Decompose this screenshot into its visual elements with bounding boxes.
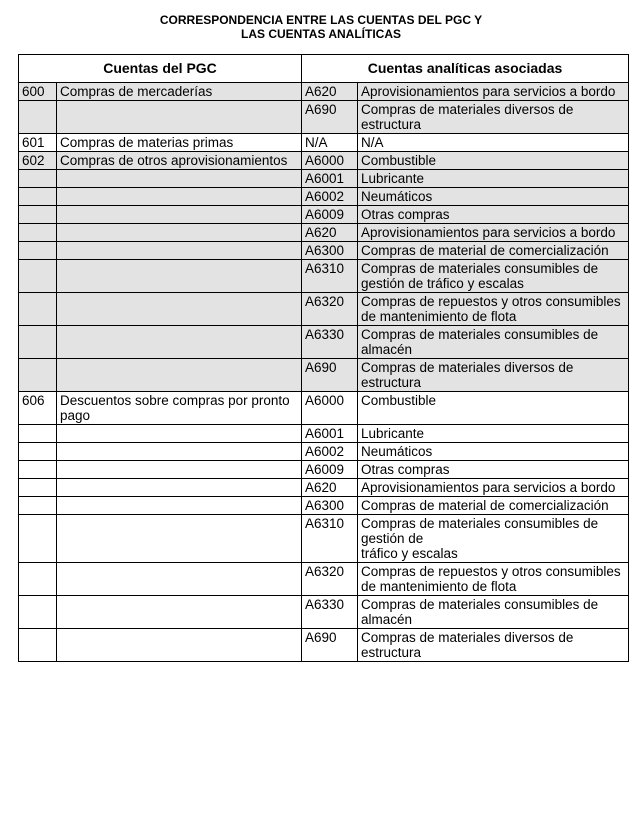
header-pgc-accounts: Cuentas del PGC [19, 55, 302, 83]
pgc-correspondence-table [18, 54, 629, 662]
table-row [19, 188, 629, 206]
pgc-name-cell [57, 497, 302, 515]
table-row [19, 170, 629, 188]
analytic-code-cell: A6000 [302, 152, 358, 170]
analytic-code-cell: A6002 [302, 443, 358, 461]
analytic-code-cell: A6330 [302, 326, 358, 359]
analytic-name-cell: Compras de material de comercialización [358, 242, 629, 260]
pgc-code-cell [19, 101, 57, 134]
analytic-name-cell: Compras de materiales consumibles de gestión de tráfico y escalas [358, 515, 629, 563]
document-title-line-2: LAS CUENTAS ANALÍTICAS [241, 27, 401, 41]
pgc-name-cell [57, 359, 302, 392]
pgc-code-cell [19, 629, 57, 662]
analytic-name-cell: Compras de materiales consumibles de almacén [358, 596, 629, 629]
table-row [19, 425, 629, 443]
analytic-name-cell: Lubricante [358, 425, 629, 443]
pgc-code-cell [19, 170, 57, 188]
analytic-name-cell: Otras compras [358, 461, 629, 479]
pgc-code-cell: 600 [19, 83, 57, 101]
pgc-name-cell [57, 425, 302, 443]
table-row [19, 497, 629, 515]
pgc-name-cell: Compras de mercaderías [57, 83, 302, 101]
analytic-code-cell: A6009 [302, 206, 358, 224]
table-row [19, 293, 629, 326]
pgc-code-cell [19, 443, 57, 461]
analytic-name-cell: N/A [358, 134, 629, 152]
pgc-name-cell [57, 461, 302, 479]
table-row [19, 629, 629, 662]
pgc-code-cell [19, 479, 57, 497]
pgc-name-cell: Compras de otros aprovisionamientos [57, 152, 302, 170]
pgc-name-cell [57, 629, 302, 662]
pgc-name-cell [57, 188, 302, 206]
table-row [19, 326, 629, 359]
pgc-code-cell [19, 359, 57, 392]
pgc-code-cell [19, 596, 57, 629]
pgc-name-cell [57, 101, 302, 134]
analytic-name-cell: Combustible [358, 152, 629, 170]
table-row [19, 224, 629, 242]
pgc-code-cell: 602 [19, 152, 57, 170]
analytic-name-cell: Neumáticos [358, 188, 629, 206]
analytic-name-cell: Compras de materiales diversos de estructura [358, 629, 629, 662]
pgc-name-cell [57, 224, 302, 242]
table-header-row [19, 55, 629, 83]
pgc-name-cell [57, 293, 302, 326]
pgc-code-cell [19, 326, 57, 359]
pgc-name-cell [57, 443, 302, 461]
pgc-code-cell: 606 [19, 392, 57, 425]
analytic-code-cell: A6000 [302, 392, 358, 425]
table-row [19, 443, 629, 461]
pgc-code-cell [19, 224, 57, 242]
document-title-line-1: CORRESPONDENCIA ENTRE LAS CUENTAS DEL PGC Y [159, 13, 483, 27]
pgc-code-cell [19, 563, 57, 596]
table-body [19, 83, 629, 662]
pgc-name-cell [57, 563, 302, 596]
analytic-code-cell: A620 [302, 479, 358, 497]
analytic-name-cell: Compras de repuestos y otros consumibles de mantenimiento de flota [358, 563, 629, 596]
pgc-code-cell [19, 515, 57, 563]
table-row [19, 596, 629, 629]
analytic-name-cell: Compras de materiales diversos de estructura [358, 359, 629, 392]
pgc-name-cell: Compras de materias primas [57, 134, 302, 152]
analytic-name-cell: Compras de repuestos y otros consumibles de mantenimiento de flota [358, 293, 629, 326]
analytic-code-cell: A6300 [302, 242, 358, 260]
analytic-code-cell: A6320 [302, 563, 358, 596]
pgc-code-cell: 601 [19, 134, 57, 152]
analytic-code-cell: A6300 [302, 497, 358, 515]
pgc-name-cell [57, 170, 302, 188]
pgc-name-cell: Descuentos sobre compras por pronto pago [57, 392, 302, 425]
table-row [19, 242, 629, 260]
analytic-code-cell: A6310 [302, 515, 358, 563]
analytic-code-cell: A690 [302, 629, 358, 662]
analytic-name-cell: Aprovisionamientos para servicios a bordo [358, 224, 629, 242]
table-row [19, 260, 629, 293]
analytic-name-cell: Neumáticos [358, 443, 629, 461]
table-row [19, 392, 629, 425]
analytic-code-cell: A6002 [302, 188, 358, 206]
analytic-name-cell: Compras de materiales diversos de estructura [358, 101, 629, 134]
table-row [19, 152, 629, 170]
analytic-code-cell: A6320 [302, 293, 358, 326]
pgc-name-cell [57, 326, 302, 359]
analytic-name-cell: Lubricante [358, 170, 629, 188]
analytic-code-cell: A6001 [302, 425, 358, 443]
analytic-code-cell: A6009 [302, 461, 358, 479]
header-analytic-accounts: Cuentas analíticas asociadas [302, 55, 629, 83]
analytic-name-cell: Otras compras [358, 206, 629, 224]
table-row [19, 101, 629, 134]
pgc-code-cell [19, 293, 57, 326]
pgc-name-cell [57, 260, 302, 293]
pgc-code-cell [19, 188, 57, 206]
pgc-name-cell [57, 242, 302, 260]
pgc-name-cell [57, 515, 302, 563]
table-row [19, 515, 629, 563]
table-row [19, 83, 629, 101]
analytic-code-cell: A6310 [302, 260, 358, 293]
analytic-code-cell: A690 [302, 359, 358, 392]
pgc-name-cell [57, 596, 302, 629]
analytic-code-cell: N/A [302, 134, 358, 152]
table-row [19, 479, 629, 497]
analytic-code-cell: A690 [302, 101, 358, 134]
analytic-name-cell: Aprovisionamientos para servicios a bordo [358, 83, 629, 101]
analytic-name-cell: Aprovisionamientos para servicios a bordo [358, 479, 629, 497]
pgc-name-cell [57, 206, 302, 224]
analytic-code-cell: A6001 [302, 170, 358, 188]
table-row [19, 461, 629, 479]
pgc-code-cell [19, 497, 57, 515]
pgc-code-cell [19, 425, 57, 443]
table-row [19, 563, 629, 596]
table-row [19, 134, 629, 152]
table-row [19, 359, 629, 392]
pgc-code-cell [19, 242, 57, 260]
analytic-name-cell: Compras de materiales consumibles de almacén [358, 326, 629, 359]
analytic-code-cell: A620 [302, 224, 358, 242]
pgc-name-cell [57, 479, 302, 497]
analytic-code-cell: A620 [302, 83, 358, 101]
table-row [19, 206, 629, 224]
pgc-code-cell [19, 461, 57, 479]
analytic-name-cell: Compras de materiales consumibles de gestión de tráfico y escalas [358, 260, 629, 293]
pgc-code-cell [19, 206, 57, 224]
analytic-code-cell: A6330 [302, 596, 358, 629]
pgc-code-cell [19, 260, 57, 293]
analytic-name-cell: Combustible [358, 392, 629, 425]
analytic-name-cell: Compras de material de comercialización [358, 497, 629, 515]
